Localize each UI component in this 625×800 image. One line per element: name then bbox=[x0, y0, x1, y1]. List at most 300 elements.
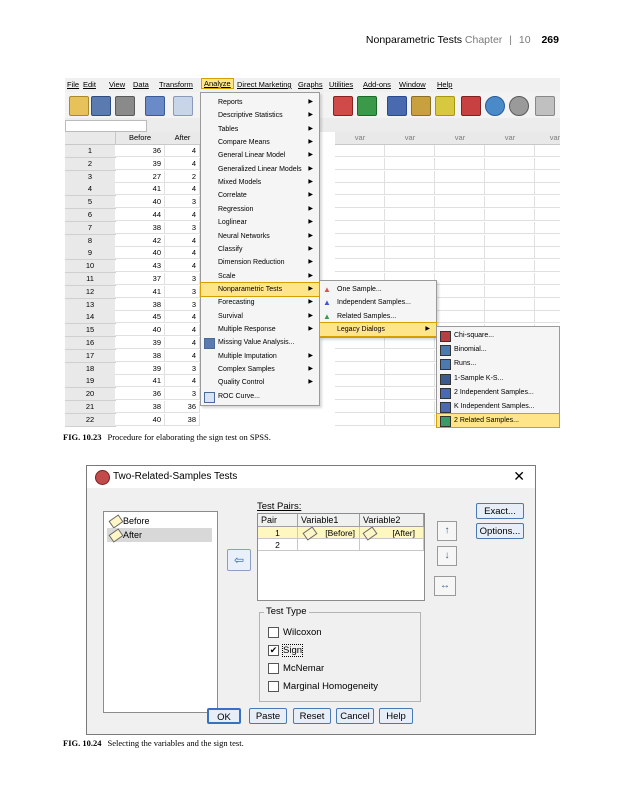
cell-before[interactable]: 38 bbox=[115, 222, 165, 234]
checkbox[interactable] bbox=[268, 663, 279, 674]
header-separator: | bbox=[509, 34, 512, 46]
cell-empty[interactable] bbox=[485, 222, 535, 234]
cell-empty[interactable] bbox=[335, 183, 385, 195]
caption-text: Procedure for elaborating the sign test on SPSS. bbox=[107, 432, 271, 442]
undo-icon[interactable] bbox=[173, 96, 193, 116]
menu-item-loglinear[interactable]: Loglinear ▶ bbox=[201, 216, 319, 229]
cell-empty[interactable] bbox=[485, 311, 535, 323]
cell-empty[interactable] bbox=[335, 414, 385, 426]
cell-empty[interactable] bbox=[435, 260, 485, 272]
cell-empty[interactable] bbox=[335, 158, 385, 170]
figure-label: FIG. 10.23 bbox=[63, 432, 102, 442]
menu-item-scale[interactable]: Scale ▶ bbox=[201, 270, 319, 283]
menu-item-neural-networks[interactable]: Neural Networks ▶ bbox=[201, 230, 319, 243]
cell-before[interactable]: 39 bbox=[115, 363, 165, 375]
option-label: Wilcoxon bbox=[283, 627, 322, 639]
cell-after[interactable]: 3 bbox=[165, 273, 200, 285]
legacy-test-icon bbox=[440, 374, 451, 385]
cell-empty[interactable] bbox=[435, 273, 485, 285]
legacy-test-icon bbox=[440, 402, 451, 413]
menu-item-tables[interactable]: Tables ▶ bbox=[201, 123, 319, 136]
spss-icon bbox=[95, 470, 110, 485]
menu-add-ons[interactable]: Add-ons bbox=[363, 80, 391, 89]
ok-button[interactable]: OK bbox=[207, 708, 241, 724]
cell-after[interactable]: 36 bbox=[165, 401, 200, 413]
row-header[interactable]: 2 bbox=[65, 158, 116, 171]
cell-empty[interactable] bbox=[535, 286, 560, 298]
cell-before[interactable]: 36 bbox=[115, 145, 165, 157]
cell-empty[interactable] bbox=[535, 158, 560, 170]
cell-empty[interactable] bbox=[335, 196, 385, 208]
cell-empty[interactable] bbox=[385, 388, 435, 400]
scale-ruler-icon bbox=[109, 514, 124, 528]
cell-after[interactable]: 38 bbox=[165, 414, 200, 426]
row-header[interactable]: 19 bbox=[65, 375, 116, 388]
cell-empty[interactable] bbox=[435, 299, 485, 311]
left-arrow-icon: ⇦ bbox=[233, 553, 245, 567]
row-header[interactable]: 21 bbox=[65, 401, 116, 414]
exact-button[interactable]: Exact... bbox=[476, 503, 524, 519]
cell-empty[interactable] bbox=[535, 273, 560, 285]
variable-label: Before bbox=[123, 516, 150, 526]
row-header[interactable]: 9 bbox=[65, 247, 116, 260]
cell-after[interactable]: 3 bbox=[165, 363, 200, 375]
cell-empty[interactable] bbox=[335, 171, 385, 183]
menu-item-generalized-linear-models[interactable]: Generalized Linear Models ▶ bbox=[201, 163, 319, 176]
cell-after[interactable]: 4 bbox=[165, 158, 200, 170]
scale-ruler-icon bbox=[109, 528, 124, 542]
cell-after[interactable]: 4 bbox=[165, 260, 200, 272]
cell-empty[interactable] bbox=[535, 311, 560, 323]
row-header[interactable]: 12 bbox=[65, 286, 116, 299]
cell-empty[interactable] bbox=[335, 235, 385, 247]
cell-after[interactable]: 4 bbox=[165, 350, 200, 362]
cell-empty[interactable] bbox=[435, 183, 485, 195]
row-header[interactable]: 11 bbox=[65, 273, 116, 286]
submenu-arrow-icon: ▶ bbox=[308, 245, 313, 252]
menu-item-1-sample-k-s[interactable]: 1-Sample K-S... bbox=[437, 372, 559, 385]
cell-before[interactable]: 42 bbox=[115, 235, 165, 247]
menu-item-forecasting[interactable]: Forecasting ▶ bbox=[201, 296, 319, 309]
wilcoxon-option[interactable] bbox=[268, 627, 322, 639]
cell-empty[interactable] bbox=[435, 209, 485, 221]
page-header bbox=[366, 34, 559, 46]
cell-empty[interactable] bbox=[335, 260, 385, 272]
cell-before[interactable]: 43 bbox=[115, 260, 165, 272]
figure-caption-1 bbox=[63, 432, 271, 442]
row-header[interactable]: 10 bbox=[65, 260, 116, 273]
cell-after[interactable]: 3 bbox=[165, 299, 200, 311]
menu-view[interactable]: View bbox=[109, 80, 126, 89]
menu-edit[interactable]: Edit bbox=[83, 80, 96, 89]
pair-number: 2 bbox=[258, 539, 298, 551]
chapter-label: Chapter bbox=[464, 34, 503, 46]
checkbox[interactable] bbox=[268, 681, 279, 692]
column-header[interactable]: Before bbox=[115, 132, 166, 145]
pair-variable2[interactable]: [After] bbox=[360, 527, 424, 539]
cell-empty[interactable] bbox=[535, 183, 560, 195]
row-header[interactable]: 6 bbox=[65, 209, 116, 222]
cell-empty[interactable] bbox=[385, 350, 435, 362]
row-header[interactable]: 4 bbox=[65, 183, 116, 196]
cell-empty[interactable] bbox=[435, 196, 485, 208]
variables-icon[interactable] bbox=[357, 96, 377, 116]
option-label: McNemar bbox=[283, 663, 325, 675]
cell-before[interactable]: 27 bbox=[115, 171, 165, 183]
cell-after[interactable]: 4 bbox=[165, 183, 200, 195]
cell-before[interactable]: 40 bbox=[115, 414, 165, 426]
move-pair-up-button[interactable] bbox=[437, 521, 457, 541]
cell-empty[interactable] bbox=[385, 247, 435, 259]
cell-after[interactable]: 3 bbox=[165, 196, 200, 208]
row-header[interactable]: 7 bbox=[65, 222, 116, 235]
menu-item-missing-value-analysis[interactable]: Missing Value Analysis... bbox=[201, 336, 319, 349]
submenu-arrow-icon: ▶ bbox=[308, 232, 313, 239]
menu-item-one-sample[interactable]: ▲ One Sample... bbox=[323, 285, 382, 294]
checkbox-checked[interactable]: ✔ bbox=[269, 645, 278, 655]
variable-after[interactable] bbox=[107, 528, 212, 542]
cell-before[interactable]: 38 bbox=[115, 299, 165, 311]
cell-empty[interactable] bbox=[535, 209, 560, 221]
cell-after[interactable]: 4 bbox=[165, 337, 200, 349]
menu-item-classify[interactable]: Classify ▶ bbox=[201, 243, 319, 256]
cell-before[interactable]: 44 bbox=[115, 209, 165, 221]
row-header[interactable]: 13 bbox=[65, 299, 116, 312]
cell-after[interactable]: 4 bbox=[165, 235, 200, 247]
go-to-case-icon[interactable] bbox=[333, 96, 353, 116]
cell-empty[interactable] bbox=[435, 145, 485, 157]
cell-empty[interactable] bbox=[485, 158, 535, 170]
row-header[interactable]: 14 bbox=[65, 311, 116, 324]
cell-empty[interactable] bbox=[435, 311, 485, 323]
cell-after[interactable]: 4 bbox=[165, 324, 200, 336]
menu-item-nonparametric-tests[interactable]: Nonparametric Tests ▶ bbox=[201, 283, 319, 296]
menu-item-regression[interactable]: Regression ▶ bbox=[201, 203, 319, 216]
cell-empty[interactable] bbox=[335, 363, 385, 375]
cell-empty[interactable] bbox=[535, 145, 560, 157]
sets-icon[interactable] bbox=[485, 96, 505, 116]
cell-empty[interactable] bbox=[385, 196, 435, 208]
cell-before[interactable]: 41 bbox=[115, 183, 165, 195]
menu-item-general-linear-model[interactable]: General Linear Model ▶ bbox=[201, 149, 319, 162]
option-label: Sign bbox=[283, 645, 303, 657]
cell-after[interactable]: 2 bbox=[165, 171, 200, 183]
weight-cases-icon[interactable] bbox=[411, 96, 431, 116]
cell-empty[interactable] bbox=[385, 337, 435, 349]
cell-after[interactable]: 4 bbox=[165, 209, 200, 221]
figure-label: FIG. 10.24 bbox=[63, 738, 102, 748]
cell-empty[interactable] bbox=[385, 363, 435, 375]
menu-item-2-independent-samples[interactable]: 2 Independent Samples... bbox=[437, 386, 559, 399]
column-header[interactable]: After bbox=[165, 132, 201, 145]
cell-empty[interactable] bbox=[485, 235, 535, 247]
cell-empty[interactable] bbox=[535, 299, 560, 311]
cell-empty[interactable] bbox=[335, 247, 385, 259]
cell-empty[interactable] bbox=[535, 247, 560, 259]
cell-empty[interactable] bbox=[335, 375, 385, 387]
cell-empty[interactable] bbox=[385, 183, 435, 195]
cell-empty[interactable] bbox=[485, 183, 535, 195]
dialog-title-bar bbox=[87, 466, 535, 488]
menu-item-binomial[interactable]: Binomial... bbox=[437, 343, 559, 356]
menu-file[interactable]: File bbox=[67, 80, 80, 89]
menu-item-dimension-reduction[interactable]: Dimension Reduction ▶ bbox=[201, 256, 319, 269]
submenu-arrow-icon: ▶ bbox=[425, 325, 430, 332]
figure-caption-2 bbox=[63, 738, 244, 748]
cell-after[interactable]: 4 bbox=[165, 247, 200, 259]
menu-help[interactable]: Help bbox=[437, 80, 453, 89]
cell-empty[interactable] bbox=[385, 401, 435, 413]
menu-item-multiple-imputation[interactable]: Multiple Imputation ▶ bbox=[201, 350, 319, 363]
cell-empty[interactable] bbox=[435, 222, 485, 234]
reset-button[interactable]: Reset bbox=[293, 708, 331, 724]
dialog-title: Two-Related-Samples Tests bbox=[113, 471, 238, 482]
row-header[interactable]: 20 bbox=[65, 388, 116, 401]
cell-empty[interactable] bbox=[385, 145, 435, 157]
show-all-icon[interactable] bbox=[509, 96, 529, 116]
nonparametric-icon: ▲ bbox=[323, 285, 331, 294]
row-header[interactable]: 5 bbox=[65, 196, 116, 209]
checkbox[interactable] bbox=[268, 627, 279, 638]
cell-empty[interactable] bbox=[385, 260, 435, 272]
cell-empty[interactable] bbox=[435, 171, 485, 183]
pair-variable2[interactable] bbox=[360, 539, 424, 551]
submenu-arrow-icon: ▶ bbox=[308, 285, 313, 292]
menu-item-correlate[interactable]: Correlate ▶ bbox=[201, 189, 319, 202]
row-header[interactable]: 8 bbox=[65, 235, 116, 248]
cell-before[interactable]: 39 bbox=[115, 337, 165, 349]
menu-analyze[interactable]: Analyze bbox=[204, 79, 231, 88]
cell-empty[interactable] bbox=[385, 209, 435, 221]
dialog-recall-icon[interactable] bbox=[145, 96, 165, 116]
menu-transform[interactable]: Transform bbox=[159, 80, 193, 89]
menu-utilities[interactable]: Utilities bbox=[329, 80, 354, 89]
menu-item-roc-curve[interactable]: ROC Curve... bbox=[201, 390, 319, 403]
menu-item-quality-control[interactable]: Quality Control ▶ bbox=[201, 376, 319, 389]
cell-empty[interactable] bbox=[435, 247, 485, 259]
menu-item-independent-samples[interactable]: ▲ Independent Samples... bbox=[323, 298, 411, 308]
nonparametric-tests-submenu bbox=[319, 280, 437, 338]
row-header[interactable]: 16 bbox=[65, 337, 116, 350]
test-pairs-table[interactable] bbox=[257, 513, 425, 601]
column-header[interactable]: var bbox=[385, 132, 436, 145]
spell-check-icon[interactable] bbox=[535, 96, 555, 116]
submenu-arrow-icon: ▶ bbox=[308, 152, 313, 159]
paste-button[interactable]: Paste bbox=[249, 708, 287, 724]
legacy-test-icon bbox=[440, 345, 451, 356]
cell-empty[interactable] bbox=[385, 171, 435, 183]
submenu-arrow-icon: ▶ bbox=[308, 99, 313, 105]
spss-data-editor-screenshot bbox=[65, 78, 560, 428]
pair-column-header: Pair bbox=[258, 514, 298, 527]
cell-after[interactable]: 3 bbox=[165, 388, 200, 400]
legacy-test-icon bbox=[440, 331, 451, 342]
cell-empty[interactable] bbox=[385, 222, 435, 234]
menu-item-legacy-dialogs[interactable]: Legacy Dialogs ▶ bbox=[320, 323, 436, 336]
legacy-test-icon bbox=[440, 359, 451, 370]
cell-before[interactable]: 36 bbox=[115, 388, 165, 400]
cell-reference-box[interactable] bbox=[65, 120, 147, 132]
variable-list[interactable] bbox=[103, 511, 218, 713]
pair-variable1[interactable] bbox=[298, 539, 360, 551]
menu-graphs[interactable]: Graphs bbox=[298, 80, 323, 89]
cell-empty[interactable] bbox=[385, 158, 435, 170]
menu-item-survival[interactable]: Survival ▶ bbox=[201, 310, 319, 323]
test-pairs-label: Test Pairs: bbox=[257, 501, 302, 512]
cell-empty[interactable] bbox=[485, 145, 535, 157]
cell-empty[interactable] bbox=[485, 299, 535, 311]
cell-before[interactable]: 38 bbox=[115, 401, 165, 413]
section-title: Nonparametric Tests bbox=[365, 34, 462, 46]
cell-empty[interactable] bbox=[485, 273, 535, 285]
cell-empty[interactable] bbox=[335, 401, 385, 413]
cell-after[interactable]: 4 bbox=[165, 145, 200, 157]
column-header[interactable]: var bbox=[535, 132, 560, 145]
cell-empty[interactable] bbox=[535, 222, 560, 234]
arrow-down-icon: ↓ bbox=[444, 550, 450, 561]
menu-item-2-related-samples[interactable]: 2 Related Samples... bbox=[437, 414, 559, 427]
submenu-arrow-icon: ▶ bbox=[308, 179, 313, 186]
mcnemar-option[interactable] bbox=[268, 663, 324, 675]
cell-empty[interactable] bbox=[485, 247, 535, 259]
submenu-arrow-icon: ▶ bbox=[308, 272, 313, 279]
select-cases-icon[interactable] bbox=[435, 96, 455, 116]
row-header[interactable]: 18 bbox=[65, 363, 116, 376]
submenu-arrow-icon: ▶ bbox=[308, 299, 313, 306]
cell-empty[interactable] bbox=[535, 171, 560, 183]
sign-option[interactable] bbox=[268, 645, 302, 657]
menubar bbox=[65, 78, 560, 93]
cell-empty[interactable] bbox=[335, 388, 385, 400]
menu-item-runs[interactable]: Runs... bbox=[437, 357, 559, 370]
menu-item-k-independent-samples[interactable]: K Independent Samples... bbox=[437, 400, 559, 413]
cell-empty[interactable] bbox=[435, 158, 485, 170]
cell-empty[interactable] bbox=[435, 235, 485, 247]
nonparametric-icon: ▲ bbox=[323, 311, 331, 321]
legacy-test-icon bbox=[440, 388, 451, 399]
cell-empty[interactable] bbox=[535, 235, 560, 247]
submenu-arrow-icon: ▶ bbox=[308, 325, 313, 332]
column-header[interactable]: var bbox=[435, 132, 486, 145]
close-icon[interactable]: ✕ bbox=[513, 468, 525, 484]
cell-before[interactable]: 40 bbox=[115, 196, 165, 208]
options-button[interactable]: Options... bbox=[476, 523, 524, 539]
cell-before[interactable]: 38 bbox=[115, 350, 165, 362]
cell-empty[interactable] bbox=[535, 196, 560, 208]
menu-item-mixed-models[interactable]: Mixed Models ▶ bbox=[201, 176, 319, 189]
move-variable-button[interactable] bbox=[227, 549, 251, 571]
menu-item-chi-square[interactable]: Chi-square... bbox=[437, 329, 559, 342]
row-header[interactable]: 3 bbox=[65, 171, 116, 184]
row-header[interactable]: 1 bbox=[65, 145, 116, 158]
cell-empty[interactable] bbox=[485, 171, 535, 183]
menu-item-compare-means[interactable]: Compare Means ▶ bbox=[201, 136, 319, 149]
cell-empty[interactable] bbox=[335, 145, 385, 157]
menu-data[interactable]: Data bbox=[133, 80, 149, 89]
arrow-up-icon: ↑ bbox=[444, 525, 450, 536]
submenu-arrow-icon: ▶ bbox=[308, 366, 313, 372]
cell-empty[interactable] bbox=[385, 414, 435, 426]
cell-empty[interactable] bbox=[385, 235, 435, 247]
marginal-homogeneity-option[interactable] bbox=[268, 681, 378, 693]
submenu-arrow-icon: ▶ bbox=[308, 165, 313, 172]
menu-item-descriptive-statistics[interactable]: Descriptive Statistics ▶ bbox=[201, 109, 319, 122]
menu-item-multiple-response[interactable]: Multiple Response ▶ bbox=[201, 323, 319, 336]
cell-empty[interactable] bbox=[335, 350, 385, 362]
cell-before[interactable]: 41 bbox=[115, 286, 165, 298]
cell-empty[interactable] bbox=[335, 337, 385, 349]
pair-variable1[interactable]: [Before] bbox=[298, 527, 360, 539]
variable-before[interactable] bbox=[107, 514, 212, 528]
grid-corner bbox=[65, 132, 116, 145]
submenu-arrow-icon: ▶ bbox=[308, 192, 313, 199]
cell-empty[interactable] bbox=[335, 209, 385, 221]
column-header[interactable]: var bbox=[485, 132, 536, 145]
menu-item-complex-samples[interactable]: Complex Samples ▶ bbox=[201, 363, 319, 376]
help-button[interactable]: Help bbox=[379, 708, 413, 724]
cell-before[interactable]: 45 bbox=[115, 311, 165, 323]
menu-direct-marketing[interactable]: Direct Marketing bbox=[237, 80, 292, 89]
cell-after[interactable]: 4 bbox=[165, 311, 200, 323]
cell-before[interactable]: 40 bbox=[115, 247, 165, 259]
cell-after[interactable]: 4 bbox=[165, 375, 200, 387]
cell-before[interactable]: 41 bbox=[115, 375, 165, 387]
submenu-arrow-icon: ▶ bbox=[308, 379, 313, 386]
cell-after[interactable]: 3 bbox=[165, 222, 200, 234]
legacy-test-icon bbox=[440, 416, 451, 427]
value-labels-icon[interactable] bbox=[461, 96, 481, 116]
swap-variables-button[interactable] bbox=[434, 576, 456, 596]
cell-empty[interactable] bbox=[435, 286, 485, 298]
split-file-icon[interactable] bbox=[387, 96, 407, 116]
menu-item-reports[interactable]: Reports ▶ bbox=[201, 96, 319, 109]
save-icon[interactable] bbox=[91, 96, 111, 116]
row-header[interactable]: 22 bbox=[65, 414, 116, 427]
menu-item-related-samples[interactable]: ▲ Related Samples... bbox=[323, 311, 397, 321]
cell-empty[interactable] bbox=[485, 196, 535, 208]
cell-before[interactable]: 37 bbox=[115, 273, 165, 285]
option-label: Marginal Homogeneity bbox=[283, 681, 379, 693]
row-header[interactable]: 15 bbox=[65, 324, 116, 337]
cell-before[interactable]: 39 bbox=[115, 158, 165, 170]
column-header[interactable]: var bbox=[335, 132, 386, 145]
submenu-arrow-icon: ▶ bbox=[308, 312, 313, 319]
cell-empty[interactable] bbox=[335, 222, 385, 234]
chapter-number: 10 bbox=[518, 34, 531, 46]
cell-before[interactable]: 40 bbox=[115, 324, 165, 336]
analyze-menu bbox=[200, 92, 320, 406]
cell-after[interactable]: 3 bbox=[165, 286, 200, 298]
move-pair-down-button[interactable] bbox=[437, 546, 457, 566]
submenu-arrow-icon: ▶ bbox=[308, 205, 313, 212]
menu-window[interactable]: Window bbox=[399, 80, 426, 89]
row-header[interactable]: 17 bbox=[65, 350, 116, 363]
submenu-arrow-icon: ▶ bbox=[308, 112, 313, 119]
cell-empty[interactable] bbox=[385, 375, 435, 387]
cell-empty[interactable] bbox=[485, 260, 535, 272]
caption-text: Selecting the variables and the sign test. bbox=[107, 738, 244, 748]
cancel-button[interactable]: Cancel bbox=[336, 708, 374, 724]
print-icon[interactable] bbox=[115, 96, 135, 116]
cell-empty[interactable] bbox=[485, 286, 535, 298]
cell-empty[interactable] bbox=[535, 260, 560, 272]
roc-curve-icon bbox=[204, 392, 215, 403]
open-icon[interactable] bbox=[69, 96, 89, 116]
submenu-arrow-icon: ▶ bbox=[308, 219, 313, 226]
cell-empty[interactable] bbox=[485, 209, 535, 221]
submenu-arrow-icon: ▶ bbox=[308, 259, 313, 266]
legacy-dialogs-submenu bbox=[436, 326, 560, 428]
